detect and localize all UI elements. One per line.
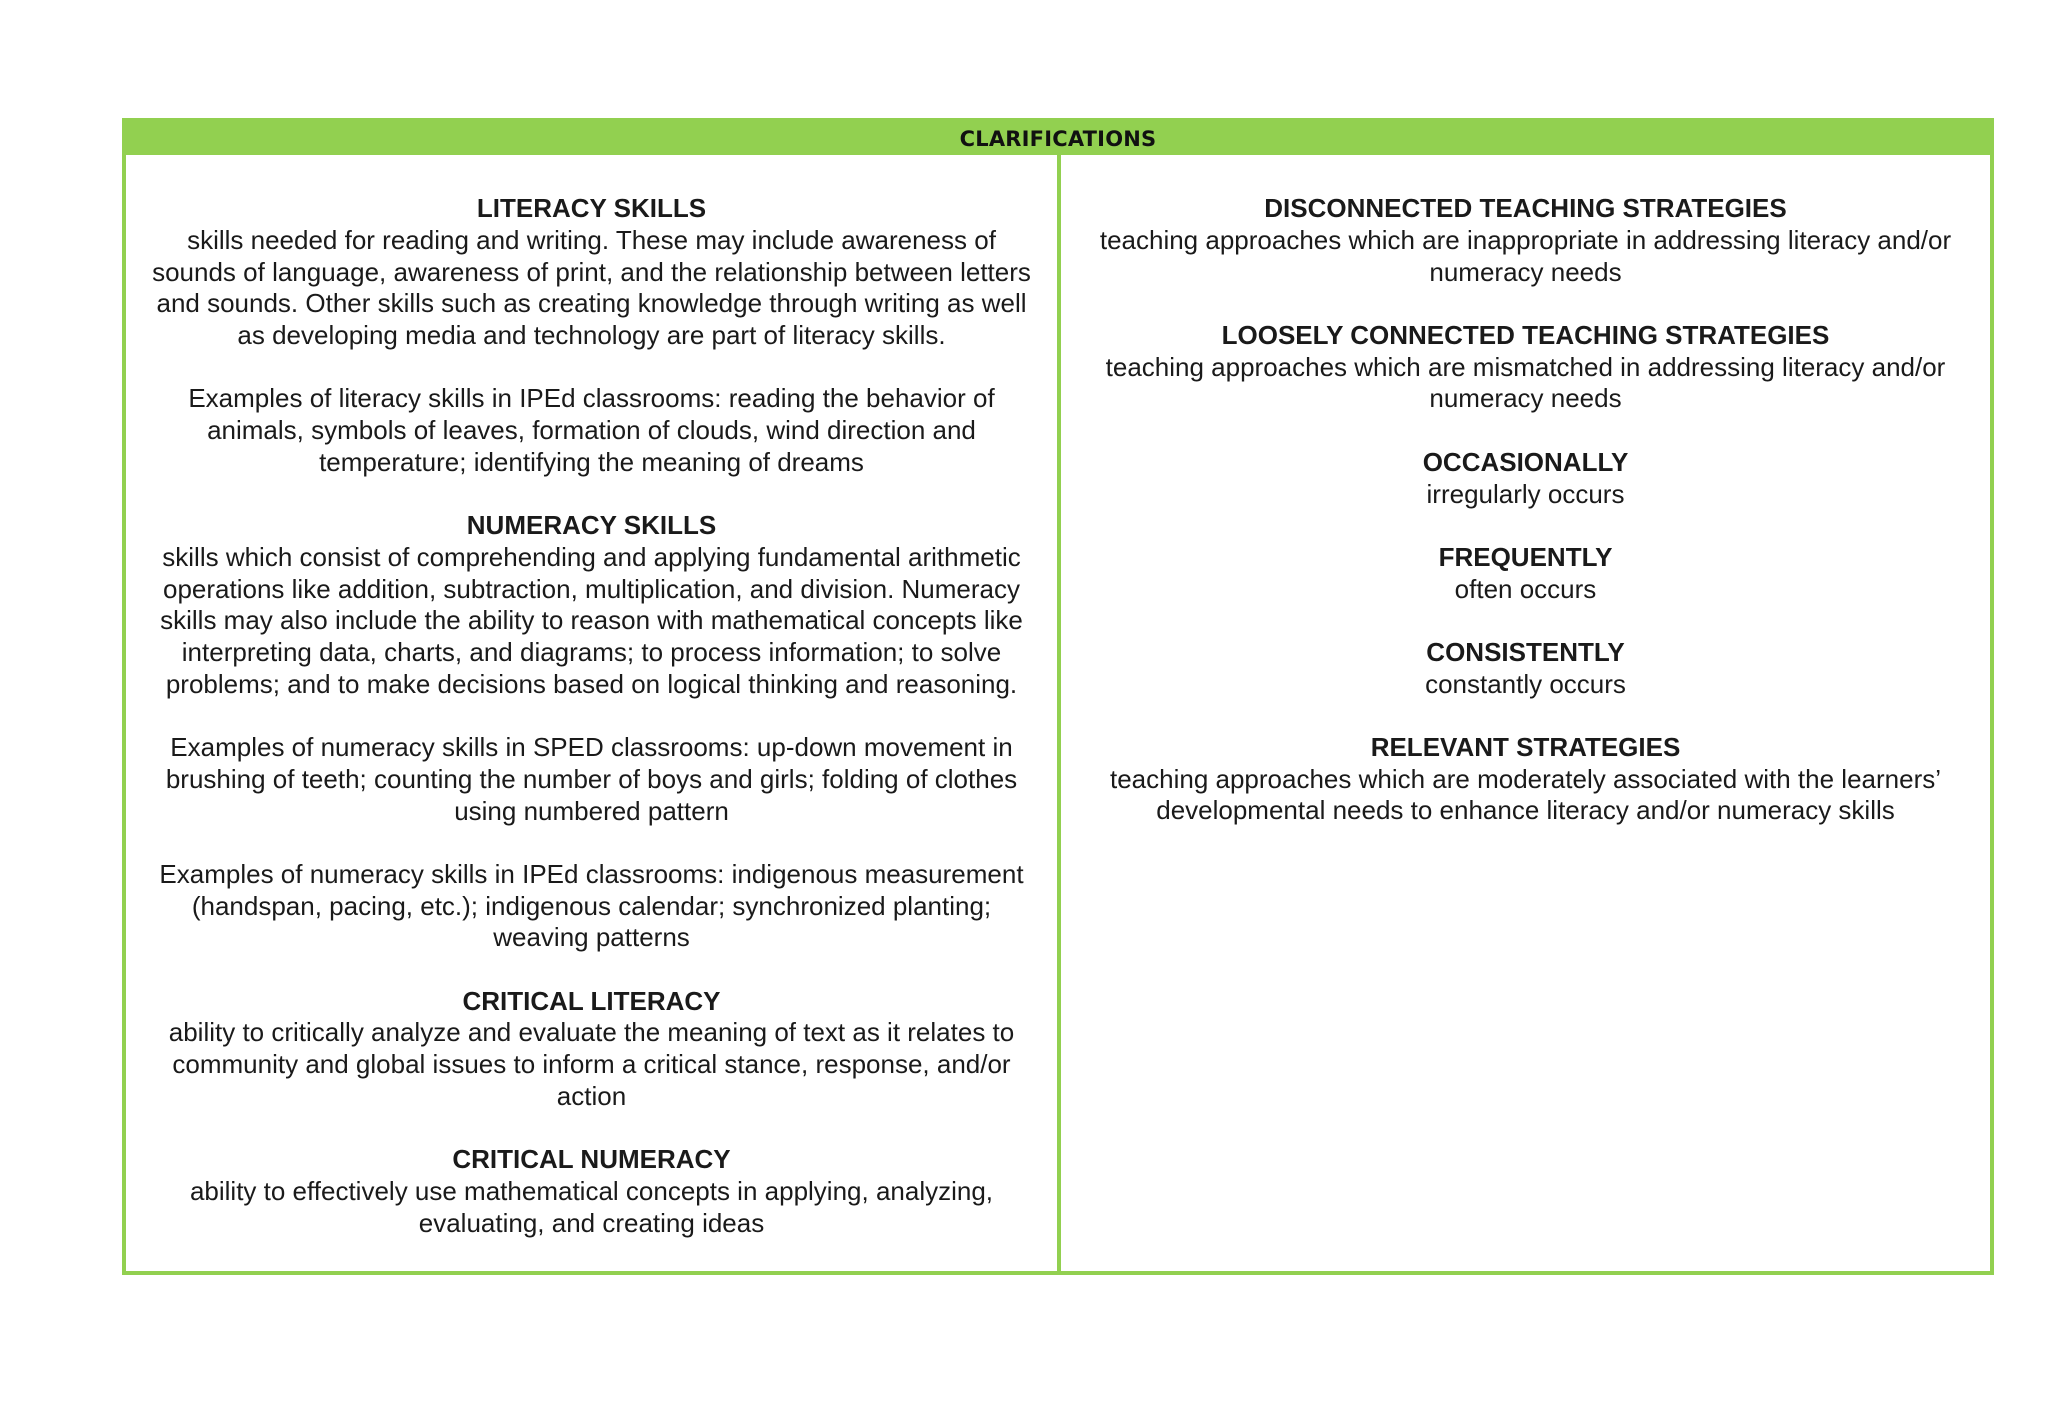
right-column bbox=[1061, 155, 1990, 1271]
table-header bbox=[126, 122, 1990, 155]
example-literacy-iped: Examples of literacy skills in IPEd classrooms: reading the behavior of animals, symbols of leaves, formation of clouds, wind direction and temperature; identifying the meaning of dreams bbox=[188, 383, 995, 477]
definition-occasionally: irregularly occurs bbox=[1426, 478, 1625, 509]
term-critical-literacy: CRITICAL LITERACY bbox=[462, 985, 721, 1016]
definition-frequently: often occurs bbox=[1454, 573, 1597, 604]
left-column bbox=[126, 155, 1061, 1271]
term-consistently: CONSISTENTLY bbox=[1426, 636, 1625, 667]
entry-occasionally bbox=[1091, 447, 1960, 510]
example-numeracy-sped: Examples of numeracy skills in SPED classrooms: up-down movement in brushing of teeth; counting the number of boys and girls; folding of clothes using numbered pattern bbox=[165, 732, 1018, 826]
definition-consistently: constantly occurs bbox=[1425, 668, 1626, 699]
entry-critical-numeracy bbox=[146, 1144, 1037, 1239]
definition-critical-literacy: ability to critically analyze and evaluate the meaning of text as it relates to community and global issues to inform a critical stance, response, and/or action bbox=[168, 1017, 1015, 1111]
entry-critical-literacy bbox=[146, 986, 1037, 1113]
entry-frequently bbox=[1091, 542, 1960, 605]
term-relevant-strategies: RELEVANT STRATEGIES bbox=[1370, 732, 1681, 763]
definition-loosely-connected-strategies: teaching approaches which are mismatched in addressing literacy and/or numeracy needs bbox=[1105, 351, 1946, 414]
entry-consistently bbox=[1091, 637, 1960, 700]
definition-disconnected-strategies: teaching approaches which are inappropriate in addressing literacy and/or numeracy needs bbox=[1099, 224, 1952, 287]
entry-loosely-connected-strategies bbox=[1091, 320, 1960, 415]
definition-critical-numeracy: ability to effectively use mathematical concepts in applying, analyzing, evaluating, and creating ideas bbox=[189, 1175, 994, 1238]
example-numeracy-iped: Examples of numeracy skills in IPEd classrooms: indigenous measurement (handspan, pacing, etc.); indigenous calendar; synchronized planting; weaving patterns bbox=[159, 858, 1024, 953]
term-loosely-connected-strategies: LOOSELY CONNECTED TEACHING STRATEGIES bbox=[1221, 320, 1830, 350]
definition-literacy-skills: skills needed for reading and writing. These may include awareness of sounds of language, awareness of print, and the relationship between letters and sounds. Other skills such as creating knowledge through writing as well as developing media and technology are part of literacy skills. bbox=[152, 224, 1031, 351]
definition-relevant-strategies: teaching approaches which are moderately associated with the learners’ developmental needs to enhance literacy and/or numeracy skills bbox=[1109, 763, 1942, 826]
entry-relevant-strategies bbox=[1091, 732, 1960, 827]
term-literacy-skills: LITERACY SKILLS bbox=[476, 193, 707, 224]
term-critical-numeracy: CRITICAL NUMERACY bbox=[452, 1144, 731, 1175]
term-occasionally: OCCASIONALLY bbox=[1422, 446, 1629, 477]
term-frequently: FREQUENTLY bbox=[1438, 541, 1613, 572]
table-body bbox=[126, 155, 1990, 1271]
term-disconnected-strategies: DISCONNECTED TEACHING STRATEGIES bbox=[1264, 193, 1787, 224]
definition-numeracy-skills: skills which consist of comprehending and applying fundamental arithmetic operations like addition, subtraction, multiplication, and division. Numeracy skills may also include the ability to reason with mathematical concepts like interpreting data, charts, and diagrams; to process information; to solve problems; and to make decisions based on logical thinking and reasoning. bbox=[160, 541, 1023, 699]
clarifications-table bbox=[122, 118, 1994, 1275]
entry-disconnected-strategies bbox=[1091, 193, 1960, 288]
entry-numeracy-skills bbox=[146, 510, 1037, 954]
entry-literacy-skills bbox=[146, 193, 1037, 478]
term-numeracy-skills: NUMERACY SKILLS bbox=[466, 510, 717, 541]
header-title: CLARIFICATIONS bbox=[959, 126, 1157, 151]
